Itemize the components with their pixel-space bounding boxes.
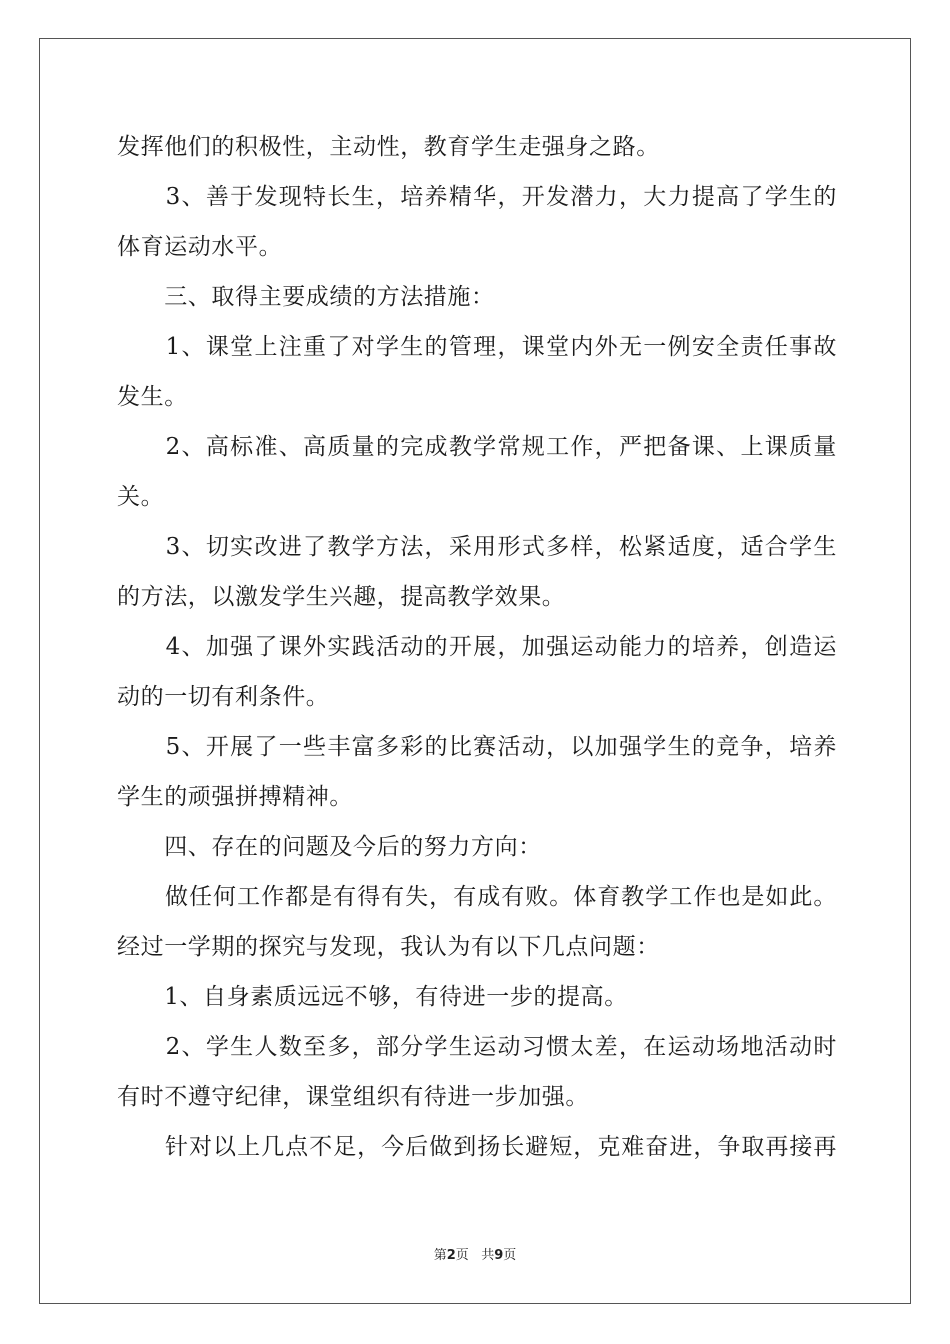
text-line: 1、自身素质远远不够，有待进一步的提高。 [117,984,628,1010]
current-page-number: 2 [446,1248,456,1263]
text-line: 4、加强了课外实践活动的开展，加强运动能力的培养，创造运 [117,634,837,660]
total-page-number: 9 [494,1248,504,1263]
text-line: 针对以上几点不足，今后做到扬长避短，克难奋进，争取再接再 [117,1134,837,1160]
page-suffix: 页 [455,1248,469,1263]
text-line: 2、高标准、高质量的完成教学常规工作，严把备课、上课质量 [117,434,837,460]
total-prefix: 共 [481,1248,495,1263]
text-line: 有时不遵守纪律，课堂组织有待进一步加强。 [117,1084,589,1110]
text-line: 5、开展了一些丰富多彩的比赛活动，以加强学生的竞争，培养 [117,734,837,760]
text-line: 体育运动水平。 [117,234,283,260]
text-line: 发生。 [117,384,188,410]
total-suffix: 页 [503,1248,517,1263]
section-heading: 三、取得主要成绩的方法措施： [117,284,495,310]
page-prefix: 第 [433,1248,447,1263]
text-line: 做任何工作都是有得有失，有成有败。体育教学工作也是如此。 [117,884,837,910]
text-line: 的方法，以激发学生兴趣，提高教学效果。 [117,584,566,610]
text-line: 关。 [117,484,165,510]
text-line: 3、切实改进了教学方法，采用形式多样，松紧适度，适合学生 [117,534,837,560]
text-line: 发挥他们的积极性，主动性，教育学生走强身之路。 [117,134,660,160]
page-footer [0,1247,950,1265]
text-line: 动的一切有利条件。 [117,684,330,710]
page-border [39,38,911,1304]
text-line: 经过一学期的探究与发现，我认为有以下几点问题： [117,934,660,960]
text-line: 1、课堂上注重了对学生的管理，课堂内外无一例安全责任事故 [117,334,837,360]
text-line: 3、善于发现特长生，培养精华，开发潜力，大力提高了学生的 [117,184,837,210]
text-line: 2、学生人数至多，部分学生运动习惯太差，在运动场地活动时 [117,1034,837,1060]
text-line: 学生的顽强拼搏精神。 [117,784,353,810]
section-heading: 四、存在的问题及今后的努力方向： [117,834,542,860]
